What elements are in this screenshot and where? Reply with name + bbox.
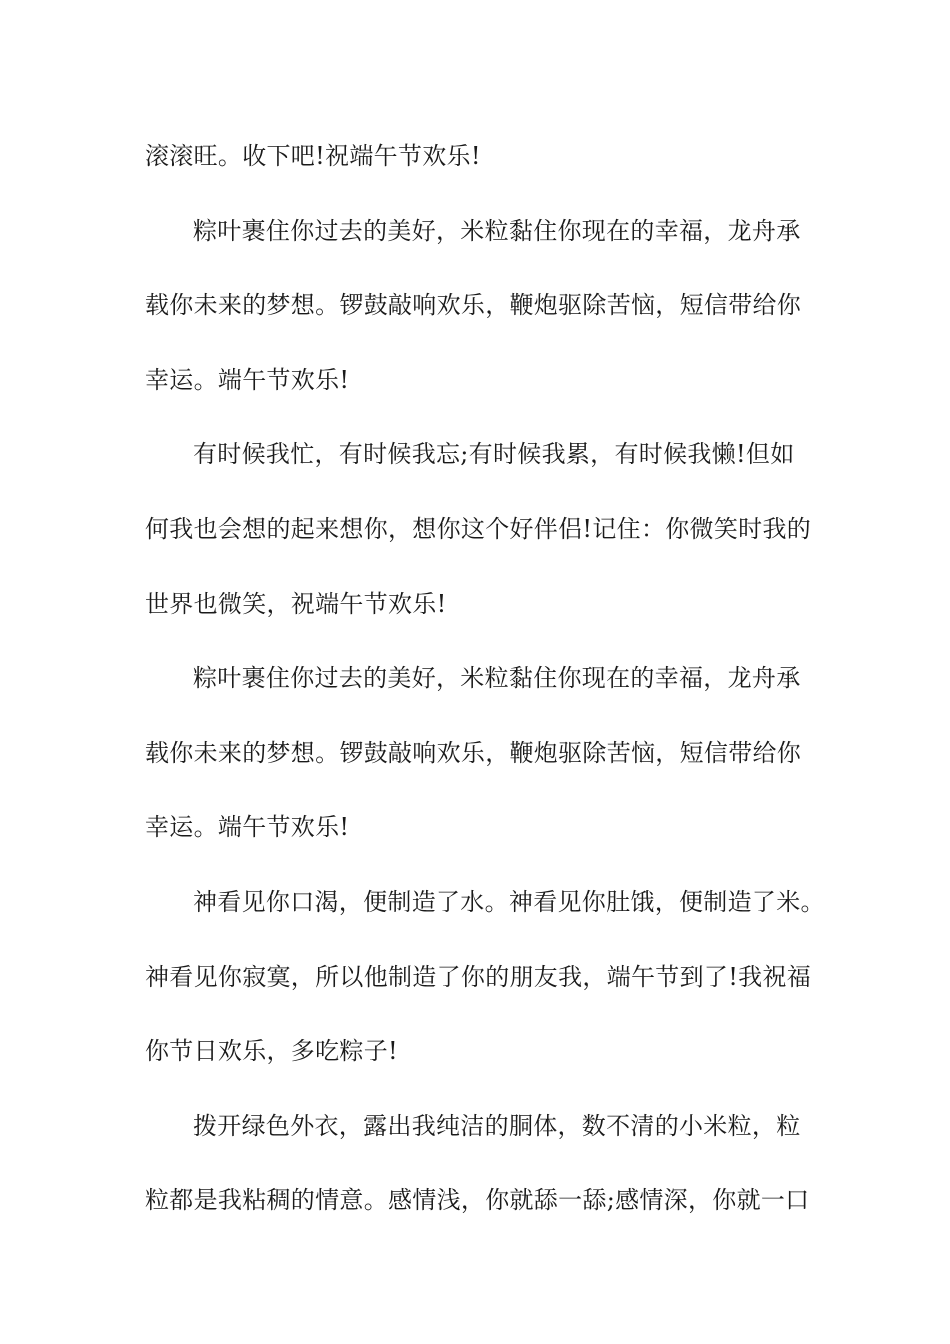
text-line: 幸运。端午节欢乐! [145,365,350,394]
text-line: 有时候我忙，有时候我忘;有时候我累，有时候我懒!但如 [193,440,795,469]
text-line: 拨开绿色外衣，露出我纯洁的胴体，数不清的小米粒，粒 [193,1111,801,1140]
text-line: 载你未来的梦想。锣鼓敲响欢乐，鞭炮驱除苦恼，短信带给你 [145,738,802,767]
text-line: 粒都是我粘稠的情意。感情浅，你就舔一舔;感情深，你就一口 [145,1186,810,1215]
text-line: 神看见你寂寞，所以他制造了你的朋友我，端午节到了!我祝福 [145,962,812,991]
text-line: 粽叶裹住你过去的美好，米粒黏住你现在的幸福，龙舟承 [193,216,801,245]
text-line: 粽叶裹住你过去的美好，米粒黏住你现在的幸福，龙舟承 [193,664,801,693]
text-line: 幸运。端午节欢乐! [145,813,350,842]
text-line: 世界也微笑，祝端午节欢乐! [145,589,447,618]
text-line: 滚滚旺。收下吧!祝端午节欢乐! [145,142,481,170]
text-line: 何我也会想的起来想你，想你这个好伴侣!记住：你微笑时我的 [145,514,812,543]
document-body [145,126,825,1245]
text-line: 载你未来的梦想。锣鼓敲响欢乐，鞭炮驱除苦恼，短信带给你 [145,291,802,320]
text-line: 你节日欢乐，多吃粽子! [145,1037,398,1066]
text-line: 神看见你口渴，便制造了水。神看见你肚饿，便制造了米。 [193,887,825,916]
